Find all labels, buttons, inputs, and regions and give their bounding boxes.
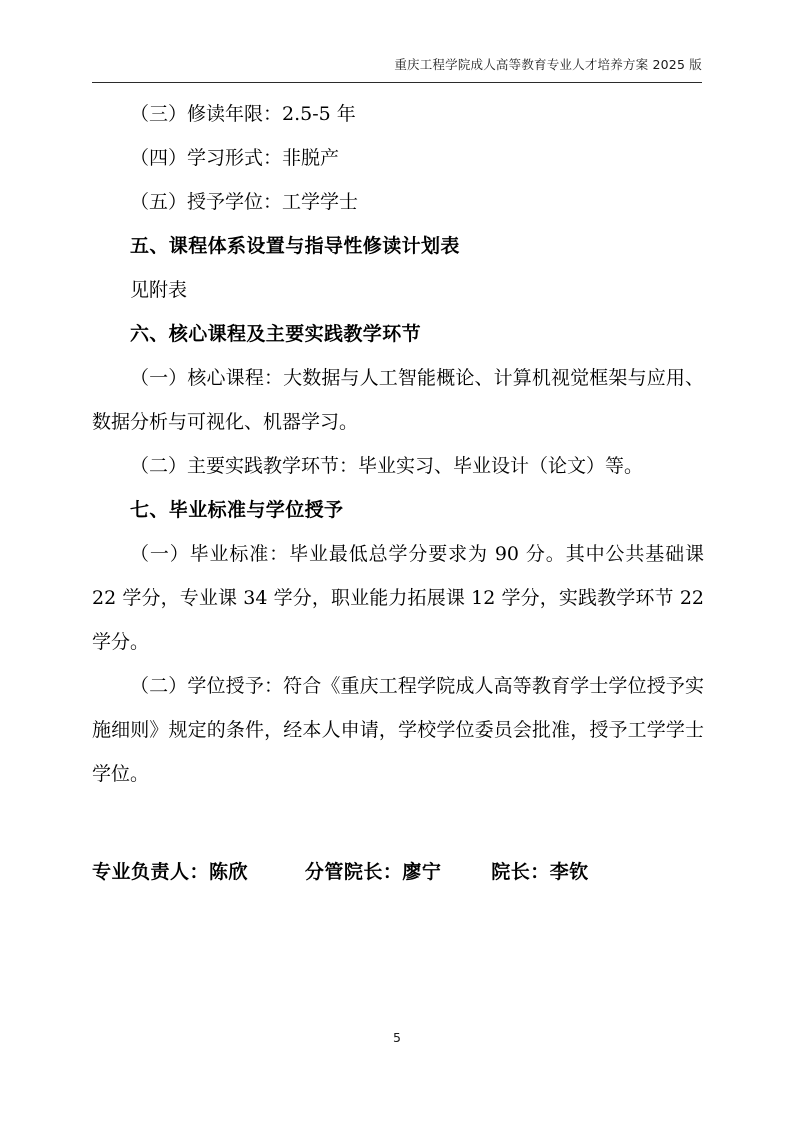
- paragraph-duration: （三）修读年限：2.5-5 年: [130, 103, 356, 125]
- paragraph-study-form: （四）学习形式：非脱产: [130, 147, 340, 169]
- paragraph-degree-type: （五）授予学位：工学学士: [130, 191, 359, 213]
- signature-line: 专业负责人：陈欣 分管院长：廖宁 院长：李钦: [92, 861, 589, 883]
- running-header: 重庆工程学院成人高等教育专业人才培养方案 2025 版: [394, 57, 702, 72]
- paragraph-see-appendix: 见附表: [130, 279, 188, 301]
- heading-section-five: 五、课程体系设置与指导性修读计划表: [130, 235, 460, 257]
- paragraph-practice-sections: （二）主要实践教学环节：毕业实习、毕业设计（论文）等。: [130, 455, 644, 477]
- paragraph-graduation-standard: （一）毕业标准：毕业最低总学分要求为 90 分。其中公共基础课 22 学分，专业课 34 学分，职业能力拓展课 12 学分，实践教学环节 22 学分。: [92, 543, 704, 653]
- document-body: [92, 92, 704, 894]
- heading-section-seven: 七、毕业标准与学位授予: [130, 499, 344, 521]
- page-number: 5: [393, 1030, 401, 1045]
- heading-section-six: 六、核心课程及主要实践教学环节: [130, 323, 422, 345]
- header-divider: [92, 82, 702, 83]
- paragraph-degree-award: （二）学位授予：符合《重庆工程学院成人高等教育学士学位授予实施细则》规定的条件，经本人申请，学校学位委员会批准，授予工学学士学位。: [92, 675, 704, 785]
- paragraph-core-courses: （一）核心课程：大数据与人工智能概论、计算机视觉框架与应用、数据分析与可视化、机器学习。: [92, 367, 704, 433]
